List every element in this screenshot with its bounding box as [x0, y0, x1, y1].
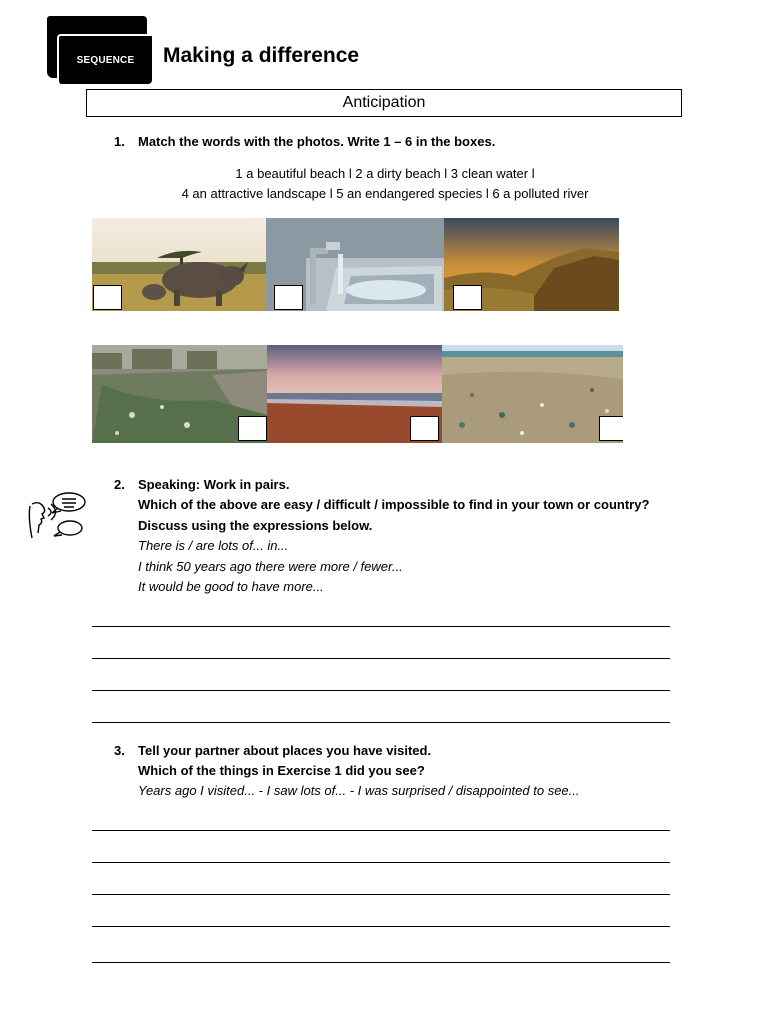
- q2-example-1: There is / are lots of... in...: [138, 538, 289, 553]
- photo-rhino: [92, 218, 266, 311]
- q2-line-1: Speaking: Work in pairs.: [138, 477, 290, 492]
- speaking-heads-icon: [26, 490, 88, 544]
- writing-line[interactable]: [92, 894, 670, 895]
- answer-box-3[interactable]: [453, 285, 482, 310]
- writing-line[interactable]: [92, 926, 670, 927]
- photo-dirty-beach: [442, 345, 623, 443]
- photo-landscape: [444, 218, 619, 311]
- section-heading-text: Anticipation: [342, 94, 426, 111]
- page-title: Making a difference: [163, 44, 360, 67]
- q3-line-1: Tell your partner about places you have visited.: [138, 743, 432, 758]
- photo-water-tap: [266, 218, 444, 311]
- answer-box-2[interactable]: [274, 285, 303, 310]
- q3-line-2: Which of the things in Exercise 1 did you see?: [138, 763, 425, 778]
- q1-number: 1.: [114, 134, 125, 149]
- answer-box-5[interactable]: [410, 416, 439, 441]
- answer-box-1[interactable]: [93, 285, 122, 310]
- q2-example-2: I think 50 years ago there were more / fewer...: [138, 559, 403, 574]
- folder-tab-shape: [47, 16, 91, 28]
- q3-example: Years ago I visited... - I saw lots of... - I was surprised / disappointed to see...: [138, 783, 580, 798]
- q1-options-line-2: 4 an attractive landscape l 5 an endangered species l 6 a polluted river: [181, 186, 589, 201]
- answer-box-4[interactable]: [238, 416, 267, 441]
- q2-line-3: Discuss using the expressions below.: [138, 518, 373, 533]
- q1-options-line-1: 1 a beautiful beach l 2 a dirty beach l 3 clean water l: [235, 166, 535, 181]
- writing-line[interactable]: [92, 830, 670, 831]
- writing-line[interactable]: [92, 690, 670, 691]
- q2-line-2: Which of the above are easy / difficult / impossible to find in your town or country?: [138, 497, 650, 512]
- photo-polluted-river: [92, 345, 267, 443]
- q3-number: 3.: [114, 743, 125, 758]
- folder-icon: [57, 34, 152, 84]
- writing-line[interactable]: [92, 962, 670, 963]
- section-heading: [86, 89, 682, 117]
- sequence-label: SEQUENCE: [76, 54, 135, 66]
- writing-line[interactable]: [92, 658, 670, 659]
- answer-box-6[interactable]: [599, 416, 623, 441]
- q2-number: 2.: [114, 477, 125, 492]
- q2-example-3: It would be good to have more...: [138, 579, 324, 594]
- q1-instruction: Match the words with the photos. Write 1 – 6 in the boxes.: [138, 134, 496, 149]
- photo-beautiful-beach: [267, 345, 442, 443]
- writing-line[interactable]: [92, 722, 670, 723]
- writing-line[interactable]: [92, 862, 670, 863]
- writing-line[interactable]: [92, 626, 670, 627]
